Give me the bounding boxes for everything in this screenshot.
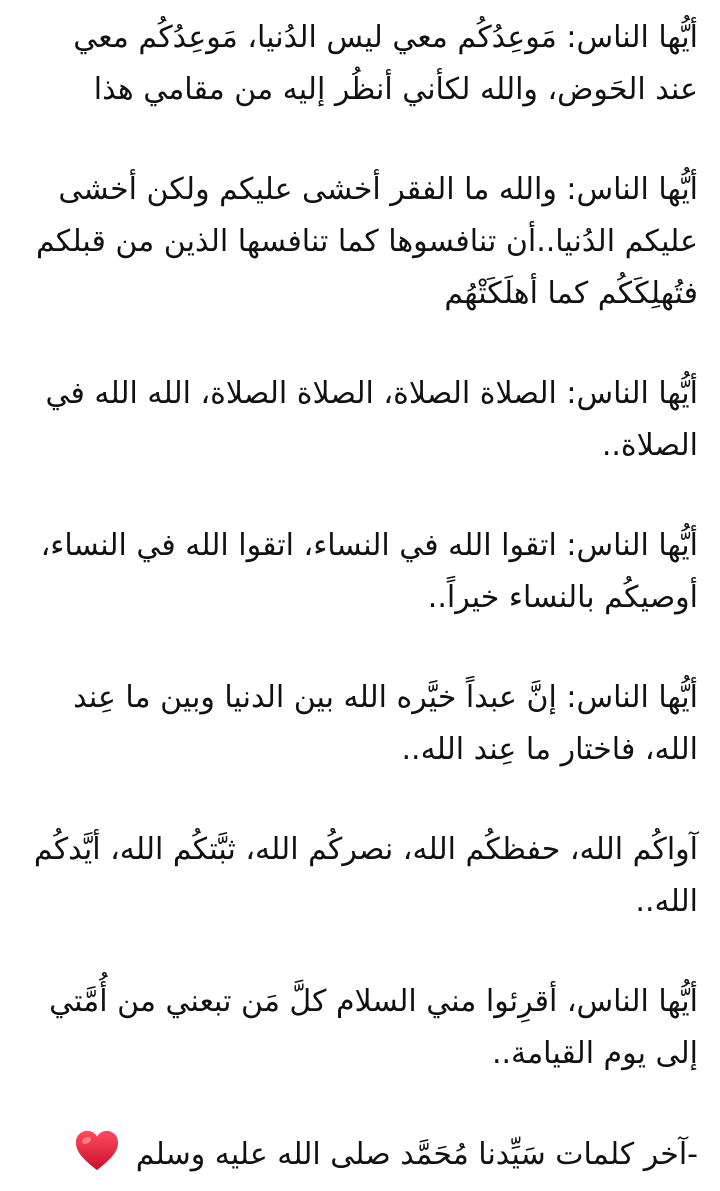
paragraph-4: أيُّها الناس: اتقوا الله في النساء، اتقوا الله في النساء، أوصيكُم بالنساء خيراً..: [40, 528, 698, 615]
paragraph-7: أيُّها الناس، أقرِئوا مني السلام كلَّ مَن تبعني من أُمَّتي إلى يوم القيامة..: [49, 984, 698, 1071]
paragraph-5: أيُّها الناس: إنَّ عبداً خيَّره الله بين الدنيا وبين ما عِند الله، فاختار ما عِند الله..: [73, 680, 698, 767]
message-text: [22, 12, 698, 1181]
paragraph-3: أيُّها الناس: الصلاة الصلاة، الصلاة الصلاة، الله الله في الصلاة..: [45, 376, 698, 463]
paragraph-2: أيُّها الناس: والله ما الفقر أخشى عليكم ولكن أخشى عليكم الدُنيا..أن تنافسوها كما تنافسها الذين من قبلكم فتُهلِكَكُم كما أهلَكَتْهُم: [35, 172, 698, 311]
closing-line: [22, 1128, 698, 1181]
paragraph-1: أيُّها الناس: مَوعِدُكُم معي ليس الدُنيا، مَوعِدُكُم معي عند الحَوض، والله لكأني أنظُر إليه من مقامي هذا: [73, 20, 698, 107]
paragraph-6: آواكُم الله، حفظكُم الله، نصركُم الله، ثبَّتكُم الله، أيَّدكُم الله..: [33, 832, 698, 919]
heart-icon: [74, 1128, 120, 1174]
closing-text: -آخر كلمات سَيِّدنا مُحَمَّد صلى الله عليه وسلم: [135, 1137, 698, 1172]
